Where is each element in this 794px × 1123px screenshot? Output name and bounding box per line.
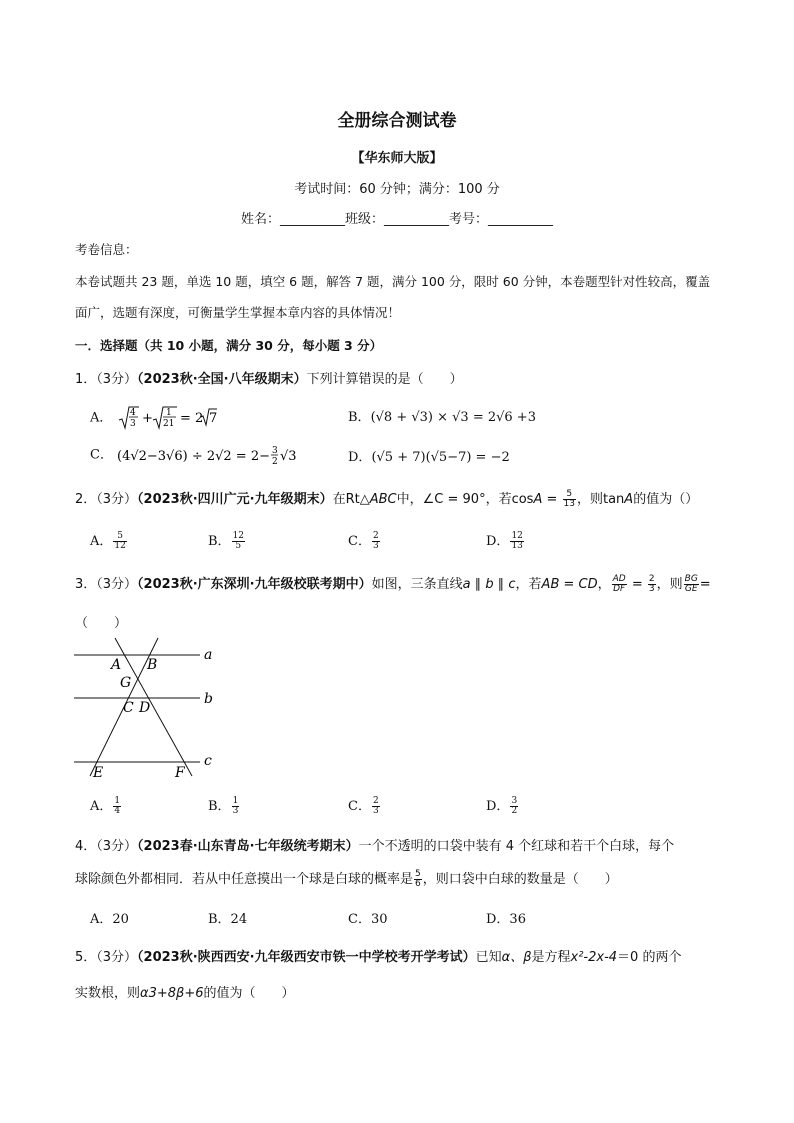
q1-d-formula: (√5 + 7)(√5−7) = −2 <box>371 450 510 465</box>
q2-option-b <box>208 530 246 551</box>
q3-a-fraction <box>113 797 121 816</box>
q2-cos-fraction <box>563 490 576 509</box>
q2-a-label: A． <box>90 534 113 549</box>
q2-d-fraction <box>510 532 523 551</box>
q4-stem-2b: ，则口袋中白球的数量是（ ） <box>422 872 618 887</box>
q2-cos-den: 13 <box>563 499 575 509</box>
q5-stem-2b: α3+8β+6 <box>140 986 204 1001</box>
q3-b-label: B． <box>208 799 231 814</box>
q2-cos-num: 5 <box>563 490 576 500</box>
q2-stem-f: ，则tan <box>576 492 625 507</box>
q4-option-b: B．24 <box>208 912 248 927</box>
q4-stem-2a: 球除颜色外都相同．若从中任意摸出一个球是白球的概率是 <box>75 872 414 887</box>
section-heading: 一．选择题（共 10 小题，满分 30 分，每小题 3 分） <box>75 338 383 353</box>
q4-option-a: A．20 <box>90 912 129 927</box>
svg-text:4: 4 <box>129 408 136 418</box>
q2-c-label: C． <box>348 534 371 549</box>
q1-option-b <box>348 406 536 425</box>
q5-stem-1a: 已知 <box>475 950 502 965</box>
q3-eq-2: = <box>699 577 711 592</box>
q4-frac-den: 6 <box>415 879 421 889</box>
q3-option-b <box>208 795 240 816</box>
q3-frac3-den: GE <box>684 584 698 594</box>
q3-c-label: C． <box>348 799 371 814</box>
q1-stem: 下列计算错误的是（ ） <box>306 372 463 387</box>
q1-b-label: B． <box>348 410 371 425</box>
edition-label: 【华东师大版】 <box>351 151 443 166</box>
q1-source: （2023秋·全国·八年级期末） <box>137 372 307 387</box>
q2-c-den: 3 <box>372 541 379 551</box>
q3-d-den: 2 <box>511 806 518 816</box>
q3-a-num: 1 <box>114 796 121 806</box>
q3-eq: = <box>627 577 647 592</box>
q3-a-label: A． <box>90 799 113 814</box>
q1-a-formula <box>117 408 217 429</box>
q3-frac3-num: BG <box>684 574 698 584</box>
q3-frac-3 <box>684 575 699 594</box>
svg-text:= 2: = 2 <box>179 411 203 426</box>
q2-stem-d: A <box>533 492 543 507</box>
fig-label-c: c <box>204 753 212 769</box>
q3-frac1-num: AD <box>612 574 626 584</box>
q2-c-num: 2 <box>372 531 379 541</box>
q3-d-fraction <box>510 797 518 816</box>
q3-option-c <box>348 795 381 816</box>
q1-c-formula <box>117 446 317 467</box>
svg-text:3: 3 <box>272 446 278 456</box>
q3-a-den: 4 <box>114 806 121 816</box>
q3-stem-4: AB = CD <box>541 577 598 592</box>
fig-point-C: C <box>123 700 134 716</box>
q2-stem-g: A <box>624 492 634 507</box>
q2-d-label: D． <box>486 534 510 549</box>
q5-stem-1b: α、β <box>501 950 532 965</box>
svg-text:√3: √3 <box>280 449 297 464</box>
question-5 <box>75 946 681 965</box>
q2-option-c <box>348 530 381 551</box>
q3-d-label: D． <box>486 799 510 814</box>
q3-figure <box>70 636 230 784</box>
q2-stem-a: 在Rt△ <box>332 492 370 507</box>
q2-b-fraction <box>232 532 245 551</box>
q3-b-fraction <box>232 797 240 816</box>
q2-stem-b: ABC <box>369 492 397 507</box>
q4-option-d: D．36 <box>486 912 526 927</box>
q2-stem-h: 的值为（） <box>633 492 699 507</box>
fig-point-F: F <box>175 765 185 781</box>
question-2 <box>75 488 698 509</box>
svg-text:7: 7 <box>208 411 217 426</box>
q5-number: 5．（3分） <box>75 950 138 965</box>
q3-frac-2 <box>648 575 656 594</box>
question-1 <box>75 368 463 387</box>
fig-label-b: b <box>204 691 213 707</box>
q2-option-a <box>90 530 128 551</box>
fig-point-G: G <box>120 675 132 691</box>
q3-c-fraction <box>372 797 380 816</box>
page-title: 全册综合测试卷 <box>337 111 457 131</box>
q4-stem-1: 一个不透明的口袋中装有 4 个红球和若干个白球，每个 <box>358 839 675 854</box>
q3-c-den: 3 <box>372 806 379 816</box>
q2-d-num: 12 <box>511 531 523 541</box>
q4-line-2 <box>75 868 618 889</box>
question-4 <box>75 835 674 854</box>
q2-b-den: 5 <box>235 541 242 551</box>
q2-a-fraction <box>113 532 126 551</box>
info-line-2: 面广，选题有深度，可衡量学生掌握本章内容的具体情况！ <box>75 305 401 320</box>
q2-number: 2．（3分） <box>75 492 138 507</box>
q3-frac2-den: 3 <box>648 584 655 594</box>
q3-paren: （ ） <box>75 616 128 631</box>
q4-fraction <box>414 870 422 889</box>
q3-number: 3．（3分） <box>75 577 138 592</box>
q2-source: （2023秋·四川广元·九年级期末） <box>137 492 333 507</box>
q3-b-num: 1 <box>232 796 239 806</box>
q3-frac1-den: DF <box>613 584 626 594</box>
info-line-1: 本卷试题共 23 题，单选 10 题，填空 6 题，解答 7 题，满分 100 分，限时 60 分钟，本卷题型针对性较高，覆盖 <box>75 274 711 289</box>
q3-b-den: 3 <box>232 806 239 816</box>
q5-line-2 <box>75 982 295 1001</box>
q3-frac-1 <box>612 575 627 594</box>
q2-a-num: 5 <box>113 532 126 542</box>
q2-d-den: 13 <box>511 541 523 551</box>
q5-stem-2c: 的值为（ ） <box>203 986 295 1001</box>
q1-c-label: C． <box>90 447 113 463</box>
q1-number: 1．（3分） <box>75 372 138 387</box>
q1-d-label: D． <box>348 450 372 465</box>
q3-c-num: 2 <box>372 796 379 806</box>
q1-b-formula: (√8 + √3) × √3 = 2√6 +3 <box>370 410 536 425</box>
q2-a-den: 12 <box>114 541 126 551</box>
q4-frac-num: 5 <box>415 869 421 879</box>
q3-option-d <box>486 795 519 816</box>
q2-b-label: B． <box>208 534 231 549</box>
q1-c-formula-svg <box>117 443 317 467</box>
q3-stem: 如图，三条直线 <box>371 577 463 592</box>
q3-stem-5: ， <box>597 577 611 592</box>
fig-point-A: A <box>111 657 122 673</box>
info-heading: 考卷信息： <box>75 242 138 257</box>
svg-text:2: 2 <box>272 457 278 467</box>
q3-d-num: 3 <box>511 796 518 806</box>
q1-a-label: A． <box>90 410 113 426</box>
svg-text:3: 3 <box>129 419 136 429</box>
fig-point-B: B <box>147 657 158 673</box>
q3-then: ，则 <box>656 577 683 592</box>
q2-stem-e: = <box>542 492 562 507</box>
q3-stem-2: a ∥ b ∥ c <box>462 577 516 592</box>
q2-c-fraction <box>372 532 380 551</box>
q4-option-c: C．30 <box>348 912 388 927</box>
q5-stem-1d: x²-2x-4 <box>570 950 618 965</box>
q4-source: （2023春·山东青岛·七年级统考期末） <box>137 839 359 854</box>
q1-a-formula-svg <box>117 404 217 432</box>
q5-stem-2a: 实数根，则 <box>75 986 141 1001</box>
exam-info: 考试时间：60 分钟；满分：100 分 <box>294 182 500 197</box>
svg-text:+: + <box>141 411 153 426</box>
q1-option-d <box>348 446 510 465</box>
q3-stem-3: ，若 <box>515 577 542 592</box>
q5-stem-1e: ＝0 的两个 <box>617 950 682 965</box>
q2-stem-c: 中，∠C = 90°，若cos <box>396 492 534 507</box>
q5-source: （2023秋·陕西西安·九年级西安市铁一中学校考开学考试） <box>137 950 476 965</box>
q2-b-num: 12 <box>232 531 245 541</box>
svg-text:1: 1 <box>165 408 172 418</box>
q1-option-c <box>90 443 317 467</box>
student-fields: 姓名：__________班级：__________考号：__________ <box>240 212 553 227</box>
svg-text:21: 21 <box>162 419 174 429</box>
q3-source: （2023秋·广东深圳·九年级校联考期中） <box>137 577 372 592</box>
q5-stem-1c: 是方程 <box>531 950 571 965</box>
q2-option-d <box>486 530 525 551</box>
fig-label-a: a <box>204 647 213 663</box>
fig-point-D: D <box>139 700 151 716</box>
q3-frac2-num: 2 <box>648 574 655 584</box>
svg-text:(4√2−3√6) ÷ 2√2 = 2−: (4√2−3√6) ÷ 2√2 = 2− <box>117 449 271 464</box>
q1-option-a <box>90 404 217 432</box>
question-3 <box>75 573 711 594</box>
q3-option-a <box>90 795 122 816</box>
q4-number: 4．（3分） <box>75 839 138 854</box>
fig-point-E: E <box>93 765 104 781</box>
